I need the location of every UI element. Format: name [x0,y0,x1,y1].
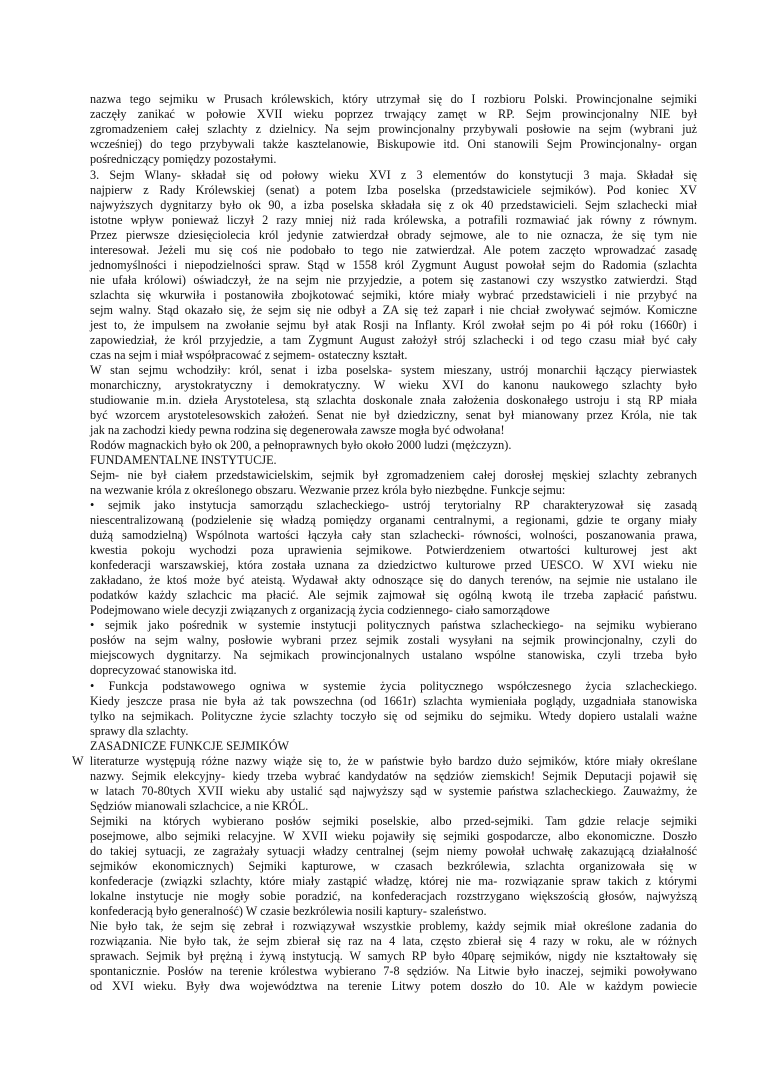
text-line: Sejm- nie był ciałem przedstawicielskim, sejmik był zgromadzeniem całej dorosłej męskiej szlachty zebranych [90,468,697,482]
text-line: nazwy. Sejmik elekcyjny- kiedy trzeba wybrać kandydatów na sędziów ziemskich! Sejmik Deputacji pojawił się [90,769,697,783]
text-line: dużą samodzielną) Wspólnota wartości łączyła cały stan szlachecki- równości, wolności, poszanowania prawa, [90,528,697,542]
text-line: najwyższych dygnitarzy było ok 90, a izba poselska składała się z ok 40 przedstawicieli. Sejm szlachecki miał [90,198,697,212]
text-line: zakładano, że ktoś może być ateistą. Wydawał akty odnoszące się do danych terenów, na sejmie nie ustalano ile [90,573,697,587]
bullet-line: • sejmik jako pośrednik w systemie instytucji politycznych państwa szlacheckiego- na sejmiku wybierano [90,618,697,632]
text-line: w latach 70-80tych XVII wieku aby ustalić sąd najwyższy sąd w systemie państwa szlacheckiego. Zauważmy, że [90,784,697,798]
text-line: sejm walny. Stąd okazało się, że sejm się nie odbył a ZA się też zaparł i nie chciał zwoływać sejmów. Komiczne [90,303,697,317]
text-line: nie ufała królowi) oświadczył, że na sejm nie przyjedzie, a potem się zastanowi czy wszystko zatwierdzi. Stąd [90,273,697,287]
text-line: interesował. Jeżeli mu się coś nie podobało to tego nie zatwierdzał. Ale potem zaczęto wprowadzać zasadę [90,243,697,257]
text-line: W stan sejmu wchodziły: król, senat i izba poselska- system mieszany, ustrój monarchii łączący pierwiastek [90,363,697,377]
text-line: Sędziów mianowali szlachcice, a nie KRÓL. [90,799,309,813]
text-line: kwestia pokoju wychodzi poza uprawienia sejmikowe. Potwierdzeniem otwartości kulturowej jest akt [90,543,697,557]
text-line: Nie było tak, że sejm się zebrał i rozwiązywał wszystkie problemy, każdy sejmik miał określone zadania do [90,919,697,933]
text-line: sprawach. Sejmik był prężną i żywą instytucją. W samych RP było 40parę sejmików, nigdy nie kształtowały się [90,949,697,963]
text-line: podatków każdy szlachcic ma płacić. Ale sejmik zajmował się ogólną kwotą ile trzeba zapłacić państwu. [90,588,697,602]
section-heading: ZASADNICZE FUNKCJE SEJMIKÓW [90,739,290,753]
text-line: posejmowe, albo sejmiki relacyjne. W XVII wieku pojawiły się sejmiki gospodarcze, albo ekonomiczne. Doszło [90,829,697,843]
text-line: monarchiczny, arystokratyczny i demokratyczny. W wieku XVI do kanonu naukowego szlachty było [90,378,697,392]
text-line: spontanicznie. Posłów na terenie królestwa wybierano 7-8 sędziów. Na Litwie było inaczej, sejmiki powoływano [90,964,697,978]
text-line: studiowanie m.in. dzieła Arystotelesa, stą szlachta doskonale znała założenia doskonałego ustroju i stą RP miała [90,393,697,407]
text-line: 3. Sejm Wlany- składał się od połowy wieku XVI z 3 elementów do konstytucji 3 maja. Składał się [90,168,697,182]
text-line: szlachta się wkurwiła i postanowiła zbojkotować sejmiki, które miały wybrać przedstawicieli i nie przybyć na [90,288,697,302]
text-line: konfederacji warszawskiej, która została uznana za dziedzictwo kulturowe przed UESCO. W XVI wieku nie [90,558,697,572]
text-line: zaczęły zanikać w połowie XVII wieku poprzez trwający zamęt w RP. Sejm prowincjonalny NIE był [90,107,697,121]
text-line: Przez pierwsze dziesięciolecia król jedynie zatwierdzał obrady sejmowe, ale to nie oznacza, że się tym nie [90,228,697,242]
text-line: zapowiedział, że król przyjedzie, a tam Zygmunt August założył strój szlachecki i od tego czasu miał być cały [90,333,697,347]
text-line: istotne wpływ ponieważ liczył 2 razy mniej niż rada królewska, a potrafili rozmawiać jak równy z równym. [90,213,697,227]
text-line: jednomyślności i niepodzielności spraw. Stąd w 1558 król Zygmunt August powołał sejm do Radomia (szlachta [90,258,697,272]
text-line: pośredniczący pomiędzy pozostałymi. [90,152,277,166]
text-line: doprecyzować stanowiska itd. [90,663,237,677]
text-line: jak na zachodzi kiedy pewna rodzina się degenerowała zawsze mogła być odwołana! [90,423,505,437]
text-line: do takiej sytuacji, ze zagrażały sytuacji władzy centralnej (sejm niemy powołał uchwałę zakazującą działalność [90,844,697,858]
bullet-line: • sejmik jako instytucja samorządu szlacheckiego- ustrój terytorialny RP charakteryzował się zasadą [90,498,697,512]
text-line: czas na sejm i miał współpracować z sejmem- ostateczny kształt. [90,348,408,362]
text-line: sejmików ekonomicznych) Sejmiki kapturowe, w czasach bezkrólewia, szlachta organizowała się w [90,859,697,873]
text-line: wcześniej) do tego przybywali także kasztelanowie, Biskupowie itd. Oni stanowili Sejm Prowincjonalny- organ [90,137,697,151]
text-line: konfederacją było generalność) W czasie bezkrólewia nosili kaptury- szaleństwo. [90,904,487,918]
text-line: Kiedy jeszcze prasa nie była aż tak powszechna (od 1661r) szlachta wymieniała poglądy, uzgadniała stanowiska [90,694,697,708]
text-line: zgromadzeniem całej szlachty z dzielnicy. Na sejm prowincjonalny przybywali posłowie na sejm (wybrani już [90,122,697,136]
text-line: lokalne instytucje nie mogły sobie poradzić, na konfederacjach rozstrzygano większością głosów, najwyższą [90,889,697,903]
bullet-line: • Funkcja podstawowego ogniwa w systemie życia politycznego współczesnego życia szlacheckiego. [90,679,697,693]
text-line: nazwa tego sejmiku w Prusach królewskich, który utrzymał się do I rozbioru Polski. Prowincjonalne sejmiki [90,92,697,106]
section-heading: FUNDAMENTALNE INSTYTUCJE. [90,453,277,467]
text-line: konfederacje (związki szlachty, które miały zastąpić władzę, której nie ma- rozwiązanie spraw takich z którymi [90,874,697,888]
text-line: być wzorcem arystotelesowskich założeń. Senat nie był dziedziczny, senat był mianowany przez Króla, nie tak [90,408,697,422]
text-line: posłów na sejm walny, posłowie wybrani przez sejmik zostali wysyłani na sejmik prowincjonalny, czyli do [90,633,697,647]
text-line: niescentralizowaną (podzielenie się władzą pomiędzy organami centralnymi, a regionami, gdzie te organy miały [90,513,697,527]
text-line: W literaturze występują różne nazwy wiąże się to, że w państwie było bardzo dużo sejmików, które miały określane [72,754,697,768]
text-line: Podejmowano wiele decyzji związanych z organizacją życia codziennego- ciało samorządowe [90,603,550,617]
text-line: miejscowych dygnitarzy. Na sejmikach prowincjonalnych ustalano wspólne stanowiska, czyli trzeba było [90,648,697,662]
text-line: jest to, że impulsem na zwołanie sejmu był atak Rosji na Inflanty. Król zwołał sejm po 4i pół roku (1660r) i [90,318,697,332]
text-line: tylko na sejmikach. Polityczne życie szlachty toczyło się od sejmiku do sejmiku. Wtedy dopiero ustalali ważne [90,709,697,723]
text-line: Sejmiki na których wybierano posłów sejmiki poselskie, albo przed-sejmiki. Tam gdzie relacje sejmiki [90,814,697,828]
text-line: na wezwanie króla z określonego obszaru. Wezwanie przez króla było niezbędne. Funkcje sejmu: [90,483,566,497]
text-line: sprawy dla szlachty. [90,724,189,738]
text-line: najpierw z Rady Królewskiej (senat) a potem Izba poselska (przedstawiciele sejmików). Pod koniec XV [90,183,697,197]
text-line: Rodów magnackich było ok 200, a pełnoprawnych było około 2000 ludzi (mężczyzn). [90,438,512,452]
text-line: od XVI wieku. Były dwa województwa na terenie Litwy potem doszło do 10. Ale w każdym powiecie [90,979,697,993]
text-line: rozwiązania. Nie było tak, że sejm zbierał się raz na 4 lata, często zbierał się 4 razy w roku, ale w różnych [90,934,697,948]
